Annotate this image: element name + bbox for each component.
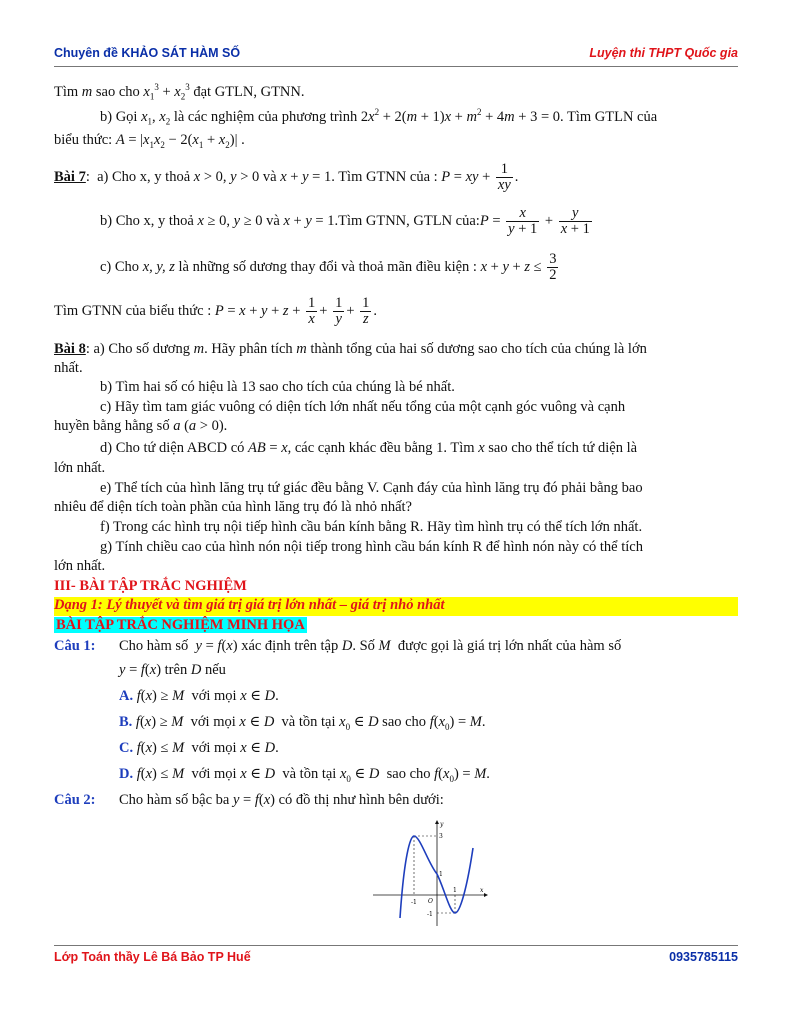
minh-hoa-banner: BÀI TẬP TRẮC NGHIỆM MINH HỌA <box>56 617 305 633</box>
line-2: b) Gọi $x_1$, $x_2$ là các nghiệm của phương trình $2x^2 + 2(m + 1)x + m^2 + 4m + 3 = 0$. Tìm GTLN của <box>100 107 658 127</box>
cau-1-option-c[interactable]: C. f(x) ≤ M với mọi x ∈ D. <box>119 740 279 756</box>
bai8-b: b) Tìm hai số có hiệu là 13 sao cho tích của chúng là bé nhất. <box>100 379 455 395</box>
bai8-a: Bài 8: a) Cho số dương m. Hãy phân tích m thành tổng của hai số dương sao cho tích của chúng là lớn <box>54 341 647 357</box>
origin-label: O <box>428 898 433 905</box>
page-header <box>54 46 738 66</box>
bai8-c-cont: huyền bằng hằng số a (a > 0). <box>54 418 228 434</box>
footer-left: Lớp Toán thầy Lê Bá Bảo TP Huế <box>54 950 251 964</box>
bai8-g-cont: lớn nhất. <box>54 558 106 574</box>
footer-right: 0935785115 <box>669 950 738 964</box>
cau-1-option-d[interactable]: D. f(x) ≤ M với mọi x ∈ D và tồn tại $x_0$ ∈ D sao cho $f(x_0) = M$. <box>119 766 490 784</box>
bai7-d: Tìm GTNN của biểu thức : P = x + y + z + $\frac{1}{x}$ + $\frac{1}{y}$ + $\frac{1}{z}$ . <box>54 295 378 328</box>
bai8-c: c) Hãy tìm tam giác vuông có diện tích lớn nhất nếu tổng của một cạnh góc vuông và cạnh <box>100 399 626 415</box>
bai8-f: f) Trong các hình trụ nội tiếp hình cầu bán kính bằng R. Hãy tìm hình trụ có thể tích lớn nhất. <box>100 519 643 535</box>
bai8-d-cont: lớn nhất. <box>54 460 106 476</box>
bai8-a-cont: nhất. <box>54 360 83 376</box>
bai7-c: c) Cho x, y, z là những số dương thay đổi và thoả mãn điều kiện : x + y + z ≤ $\frac{3}{2}$ <box>100 251 557 284</box>
y-axis-label: y <box>440 821 444 828</box>
tick-x-neg1: -1 <box>411 899 417 906</box>
line-3: biểu thức: $A = |x_1x_2 - 2(x_1 + x_2)|$ . <box>54 132 245 150</box>
x-axis-label: x <box>480 887 484 894</box>
header-right: Luyện thi THPT Quốc gia <box>589 46 738 60</box>
cau-2: Câu 2: Cho hàm số bậc ba y = f(x) có đồ thị như hình bên dưới: <box>54 792 444 808</box>
line-1: Tìm m sao cho $x_1^3 + x_2^3$ đạt GTLN, GTNN. <box>54 82 305 102</box>
section-title: III- BÀI TẬP TRẮC NGHIỆM <box>54 578 247 594</box>
dang-1-banner: Dạng 1: Lý thuyết và tìm giá trị giá trị lớn nhất – giá trị nhỏ nhất <box>54 597 738 616</box>
header-left: Chuyên đề KHẢO SÁT HÀM SỐ <box>54 46 241 60</box>
bai8-d: d) Cho tứ diện ABCD có AB = x, các cạnh khác đều bằng 1. Tìm x sao cho thể tích tứ diện là <box>100 440 638 456</box>
cau-1-option-b[interactable]: B. f(x) ≥ M với mọi x ∈ D và tồn tại $x_0$ ∈ D sao cho $f(x_0) = M$. <box>119 714 486 732</box>
tick-y-neg1: -1 <box>427 911 433 918</box>
header-divider <box>54 66 738 67</box>
footer-divider <box>54 945 738 946</box>
bai7-a: Bài 7: a) Cho x, y thoả x > 0, y > 0 và x + y = 1. Tìm GTNN của : P = xy + $\frac{1}{xy}$ . <box>54 161 519 194</box>
bai8-g: g) Tính chiều cao của hình nón nội tiếp trong hình cầu bán kính R để hình nón này có thể tích <box>100 539 643 555</box>
x-axis-arrow <box>484 893 488 897</box>
bai8-e-cont: nhiêu để diện tích toàn phần của hình lăng trụ đó là nhỏ nhất? <box>54 499 412 515</box>
bai7-b: b) Cho x, y thoả x ≥ 0, y ≥ 0 và x + y = 1.Tìm GTNN, GTLN của:P = $\frac{x}{y + 1}$ + $\frac{y}{x + 1}$ <box>100 205 590 238</box>
minh-hoa-row <box>54 617 738 634</box>
cau-1: Câu 1: Cho hàm số y = f(x) xác định trên tập D. Số M được gọi là giá trị lớn nhất của hàm số <box>54 638 622 654</box>
page-footer <box>54 950 738 970</box>
tick-y-1: 1 <box>439 871 443 878</box>
bai8-e: e) Thể tích của hình lăng trụ tứ giác đều bằng V. Cạnh đáy của hình lăng trụ đó phải bằng bao <box>100 480 643 496</box>
cubic-graph <box>370 818 490 928</box>
cau-1-cont: y = f(x) trên D nếu <box>119 662 226 678</box>
y-axis-arrow <box>435 820 439 824</box>
cau-1-option-a[interactable]: A. f(x) ≥ M với mọi x ∈ D. <box>119 688 279 704</box>
tick-x-1: 1 <box>453 887 457 894</box>
tick-y-3: 3 <box>439 833 443 840</box>
